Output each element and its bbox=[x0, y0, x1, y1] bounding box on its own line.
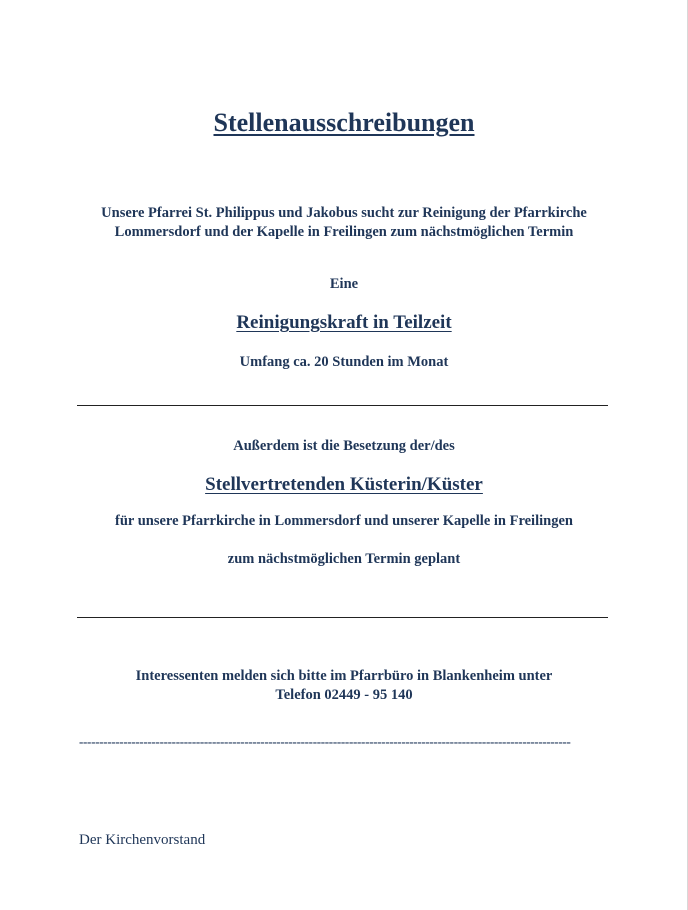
planned-text: zum nächstmöglichen Termin geplant bbox=[227, 551, 461, 567]
contact-line: Interessenten melden sich bitte im Pfarrbüro in Blankenheim unter bbox=[135, 668, 553, 684]
divider-line bbox=[77, 405, 608, 406]
divider-line bbox=[77, 617, 608, 618]
contact-block bbox=[0, 667, 688, 705]
additionally-text: Außerdem ist die Besetzung der/des bbox=[233, 438, 455, 454]
contact-phone: Telefon 02449 - 95 140 bbox=[275, 687, 413, 703]
dashed-separator: -------------------------------------------------------------------------------------------------------------------------- bbox=[79, 734, 571, 749]
intro-paragraph: Unsere Pfarrei St. Philippus und Jakobus sucht zur Reinigung der Pfarrkirche Lommersdorf und der Kapelle in Freilingen zum nächstmöglichen Termin bbox=[101, 205, 587, 240]
document-title: Stellenausschreibungen bbox=[213, 108, 475, 137]
position-cleaner-heading: Reinigungskraft in Teilzeit bbox=[236, 312, 452, 333]
position-sexton-heading: Stellvertretenden Küsterin/Küster bbox=[205, 474, 483, 495]
signature-text: Der Kirchenvorstand bbox=[79, 832, 206, 848]
location-text: für unsere Pfarrkirche in Lommersdorf und unserer Kapelle in Freilingen bbox=[115, 513, 573, 529]
scope-text: Umfang ca. 20 Stunden im Monat bbox=[239, 354, 449, 370]
article-text: Eine bbox=[329, 276, 359, 292]
